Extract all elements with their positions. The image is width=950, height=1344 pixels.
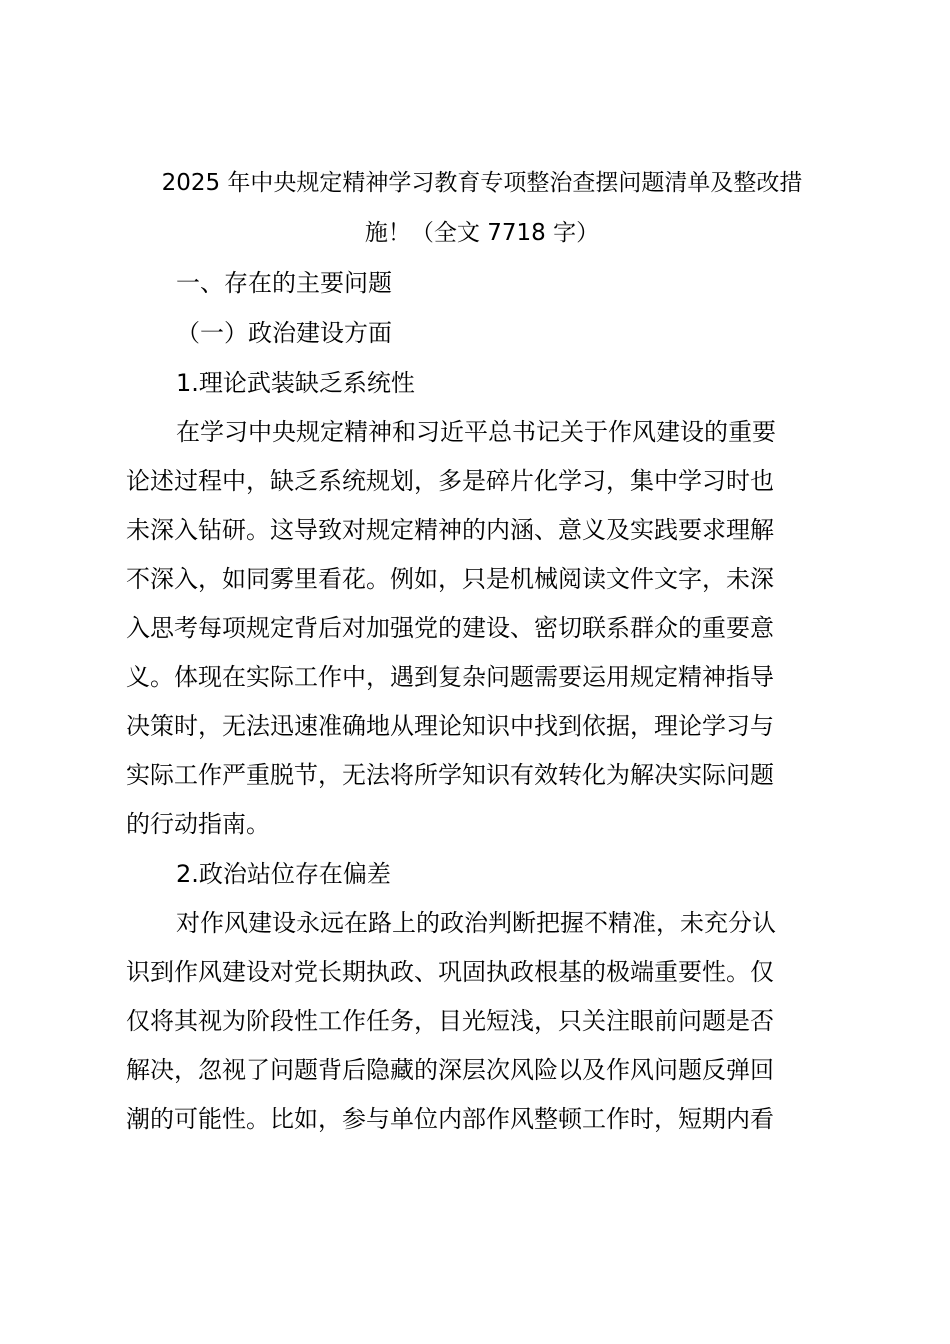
paragraph-line: 论述过程中，缺乏系统规划，多是碎片化学习，集中学习时也 [126, 467, 774, 495]
item-2-paragraph [126, 899, 832, 1144]
paragraph-line: 潮的可能性。比如，参与单位内部作风整顿工作时，短期内看 [126, 1105, 774, 1133]
paragraph-line: 对作风建设永远在路上的政治判断把握不精准，未充分认 [176, 909, 776, 937]
paragraph-line: 入思考每项规定背后对加强党的建设、密切联系群众的重要意 [126, 614, 774, 642]
paragraph-line: 识到作风建设对党长期执政、巩固执政根基的极端重要性。仅 [126, 958, 774, 986]
paragraph-line: 不深入，如同雾里看花。例如，只是机械阅读文件文字，未深 [126, 565, 774, 593]
paragraph-line: 未深入钻研。这导致对规定精神的内涵、意义及实践要求理解 [126, 516, 774, 544]
item-1-paragraph [126, 408, 832, 849]
paragraph-line: 的行动指南。 [126, 810, 270, 838]
document-title-line-2: 施！（全文 7718 字） [364, 220, 600, 246]
section-heading: 一、存在的主要问题 [176, 269, 392, 297]
document-title-line-1: 2025 年中央规定精神学习教育专项整治查摆问题清单及整改措 [161, 170, 803, 196]
paragraph-line: 在学习中央规定精神和习近平总书记关于作风建设的重要 [176, 418, 776, 446]
item-2-heading: 2.政治站位存在偏差 [176, 860, 391, 888]
paragraph-line: 义。体现在实际工作中，遇到复杂问题需要运用规定精神指导 [126, 663, 774, 691]
paragraph-line: 解决，忽视了问题背后隐藏的深层次风险以及作风问题反弹回 [126, 1056, 774, 1084]
document-page [126, 158, 832, 1144]
paragraph-line: 仅将其视为阶段性工作任务，目光短浅，只关注眼前问题是否 [126, 1007, 774, 1035]
item-1-heading: 1.理论武装缺乏系统性 [176, 369, 415, 397]
paragraph-line: 决策时，无法迅速准确地从理论知识中找到依据，理论学习与 [126, 712, 774, 740]
subsection-heading: （一）政治建设方面 [176, 319, 392, 347]
paragraph-line: 实际工作严重脱节，无法将所学知识有效转化为解决实际问题 [126, 761, 774, 789]
